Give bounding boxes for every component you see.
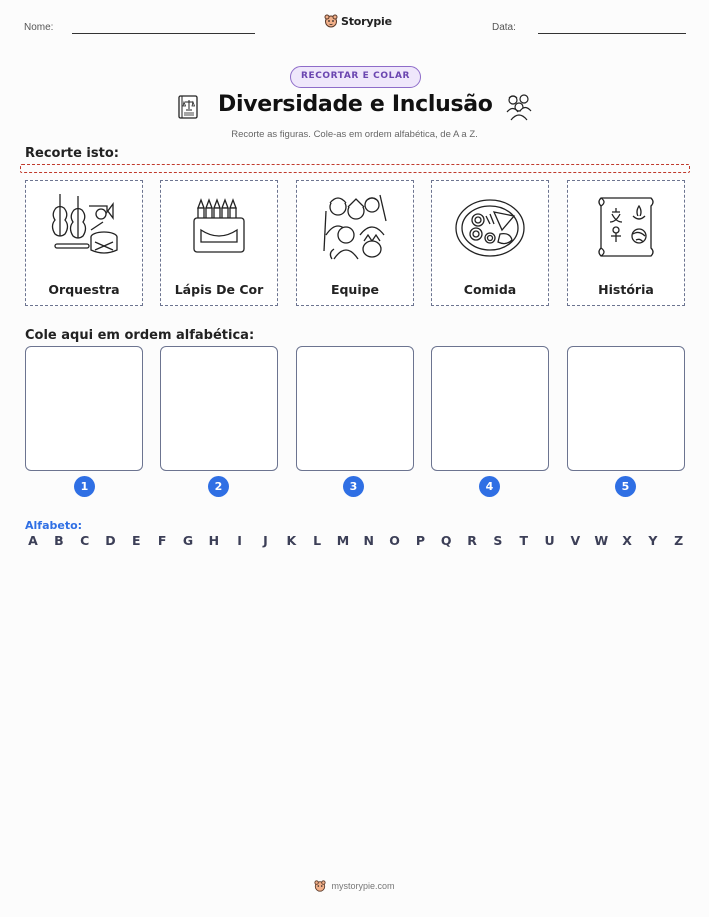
footer-site-link[interactable]: mystorypie.com (331, 881, 395, 891)
alphabet-letter: Y (648, 533, 658, 548)
paste-slot[interactable] (431, 346, 549, 471)
cutout-card[interactable] (160, 180, 278, 306)
card-illustration (161, 187, 277, 265)
cutout-card[interactable] (25, 180, 143, 306)
alphabet-letter: R (467, 533, 477, 548)
paste-slot[interactable] (567, 346, 685, 471)
food-plate-icon (454, 194, 526, 258)
cutout-card[interactable] (431, 180, 549, 306)
date-label: Data: (492, 22, 516, 33)
justice-book-icon (176, 94, 200, 120)
alphabet-letter: K (286, 533, 297, 548)
card-label: Comida (463, 282, 517, 297)
card-illustration (297, 187, 413, 265)
alphabet-letter: H (208, 533, 220, 548)
alphabet-letter: D (105, 533, 116, 548)
footer (0, 880, 709, 892)
alphabet-letter: X (622, 533, 632, 548)
alphabet-letter: Z (674, 533, 684, 548)
cut-line (20, 164, 690, 173)
card-illustration (26, 187, 142, 265)
alphabet-letter: N (363, 533, 374, 548)
card-label: Equipe (330, 282, 380, 297)
name-label: Nome: (24, 22, 54, 33)
activity-type-badge: RECORTAR E COLAR (290, 66, 421, 88)
slot-number-badge: 2 (208, 476, 229, 497)
brand-name: Storypie (341, 14, 392, 28)
slot-number-badge: 5 (615, 476, 636, 497)
card-illustration (432, 187, 548, 265)
name-line[interactable] (72, 33, 255, 34)
alphabet-label: Alfabeto: (25, 519, 83, 532)
brand-logo (324, 14, 424, 28)
alphabet-letter: F (157, 533, 167, 548)
team-people-icon (320, 191, 390, 261)
card-label: História (598, 282, 654, 297)
alphabet-letter: J (263, 533, 268, 548)
paste-slot[interactable] (296, 346, 414, 471)
slot-number-badge: 4 (479, 476, 500, 497)
paste-section-heading: Cole aqui em ordem alfabética: (25, 328, 255, 343)
storypie-mascot-icon (324, 14, 338, 28)
alphabet-letter: T (519, 533, 528, 548)
storypie-mascot-icon (314, 880, 326, 892)
paste-slot[interactable] (160, 346, 278, 471)
diverse-people-icon (504, 92, 534, 122)
alphabet-letter: M (336, 533, 350, 548)
alphabet-letter: C (80, 533, 90, 548)
crayons-box-icon (189, 194, 249, 258)
card-illustration (568, 187, 684, 265)
cutout-card[interactable] (296, 180, 414, 306)
card-label: Lápis De Cor (174, 282, 264, 297)
alphabet-letter: L (313, 533, 322, 548)
card-label: Orquestra (48, 282, 120, 297)
alphabet-letter: E (132, 533, 141, 548)
alphabet-letter: I (237, 533, 242, 548)
alphabet-letter: G (182, 533, 194, 548)
alphabet-letter: P (415, 533, 425, 548)
worksheet-header (24, 14, 685, 44)
paste-slot[interactable] (25, 346, 143, 471)
alphabet-letter: S (493, 533, 503, 548)
cutout-card[interactable] (567, 180, 685, 306)
instructions: Recorte as figuras. Cole-as em ordem alfabética, de A a Z. (231, 129, 478, 140)
orchestra-instruments-icon (47, 192, 121, 260)
history-scroll-icon (595, 192, 657, 260)
alphabet-letter: V (570, 533, 581, 548)
slot-number-badge: 1 (74, 476, 95, 497)
alphabet-row (26, 533, 686, 548)
slot-number-badge: 3 (343, 476, 364, 497)
alphabet-letter: U (544, 533, 555, 548)
alphabet-letter: Q (440, 533, 452, 548)
alphabet-letter: B (54, 533, 64, 548)
title-row (0, 92, 709, 124)
page-title: Diversidade e Inclusão (218, 92, 493, 117)
cut-section-heading: Recorte isto: (25, 146, 119, 161)
alphabet-letter: O (389, 533, 400, 548)
alphabet-letter: A (28, 533, 38, 548)
alphabet-letter: W (594, 533, 609, 548)
date-line[interactable] (538, 33, 686, 34)
